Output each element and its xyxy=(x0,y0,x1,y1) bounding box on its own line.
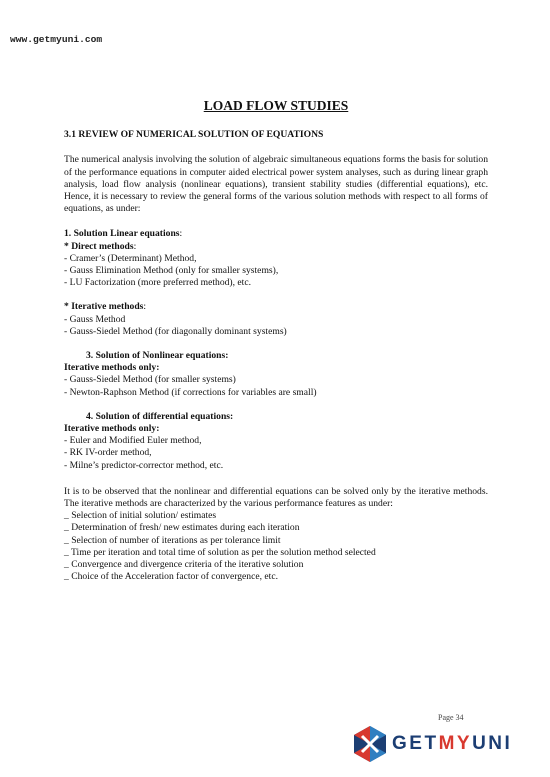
page-title: LOAD FLOW STUDIES xyxy=(203,98,349,113)
section-heading: 3.1 REVIEW OF NUMERICAL SOLUTION OF EQUATIONS xyxy=(64,129,324,141)
direct-methods-bold: * Direct methods xyxy=(64,240,134,252)
nonlinear-block xyxy=(64,350,488,399)
logo-text-my: MY xyxy=(438,733,473,754)
features-list xyxy=(64,510,488,583)
list-item: _ Choice of the Acceleration factor of convergence, etc. xyxy=(64,571,278,583)
linear-direct-block xyxy=(64,228,488,289)
list-item: - Gauss-Siedel Method (for smaller systems) xyxy=(64,374,236,386)
list-item: _ Selection of number of iterations as per tolerance limit xyxy=(64,534,281,546)
list-item: - Cramer’s (Determinant) Method, xyxy=(64,252,197,264)
list-item: - Euler and Modified Euler method, xyxy=(64,435,202,447)
page-content xyxy=(64,100,488,584)
iterative-methods-heading xyxy=(64,301,488,313)
linear-heading-rest: : xyxy=(179,228,183,240)
intro-paragraph: The numerical analysis involving the solution of algebraic simultaneous equations forms the basis for solution of the performance equations in computer aided electrical power system analyses, such as during linear graph analysis, load flow analysis (nonlinear equations), transient stability studies (differential equations), etc. Hence, it is necessary to review the general forms of the various solution methods with respect to all forms of equations, as under: xyxy=(64,154,488,215)
list-item: _ Selection of initial solution/ estimates xyxy=(64,510,217,522)
list-item: - Newton-Raphson Method (if corrections for variables are small) xyxy=(64,386,317,398)
list-item: - RK IV-order method, xyxy=(64,447,152,459)
getmyuni-logo xyxy=(352,724,513,764)
logo-text-get: GET xyxy=(392,733,439,754)
page-number: Page 34 xyxy=(438,713,464,722)
list-item: _ Determination of fresh/ new estimates during each iteration xyxy=(64,522,300,534)
list-item: - Milne’s predictor-corrector method, etc. xyxy=(64,459,224,471)
list-item: _ Convergence and divergence criteria of the iterative solution xyxy=(64,559,304,571)
iterative-methods-bold: * Iterative methods xyxy=(64,301,144,313)
direct-methods-heading xyxy=(64,241,488,253)
logo-mark-icon xyxy=(352,724,388,764)
linear-iterative-block xyxy=(64,301,488,338)
logo-text-uni: UNI xyxy=(472,733,513,754)
differential-heading: 4. Solution of differential equations: xyxy=(86,410,234,422)
iterative-methods-rest: : xyxy=(143,301,147,313)
linear-heading xyxy=(64,228,488,240)
differential-block xyxy=(64,411,488,472)
list-item: - Gauss Elimination Method (only for smaller systems), xyxy=(64,265,279,277)
direct-methods-rest: : xyxy=(133,240,137,252)
logo-wordmark xyxy=(392,733,512,755)
list-item: - LU Factorization (more preferred method), etc. xyxy=(64,277,251,289)
closing-paragraph: It is to be observed that the nonlinear and differential equations can be solved only by the iterative methods. The iterative methods are characterized by the various performance features as under: xyxy=(64,485,488,510)
list-item: - Gauss Method xyxy=(64,313,126,325)
list-item: - Gauss-Siedel Method (for diagonally dominant systems) xyxy=(64,325,287,337)
list-item: _ Time per iteration and total time of solution as per the solution method selected xyxy=(64,546,376,558)
linear-heading-bold: 1. Solution Linear equations xyxy=(64,228,180,240)
nonlinear-heading: 3. Solution of Nonlinear equations: xyxy=(86,350,229,362)
header-url: www.getmyuni.com xyxy=(10,34,103,45)
differential-subheading: Iterative methods only: xyxy=(64,423,160,435)
nonlinear-subheading: Iterative methods only: xyxy=(64,362,160,374)
